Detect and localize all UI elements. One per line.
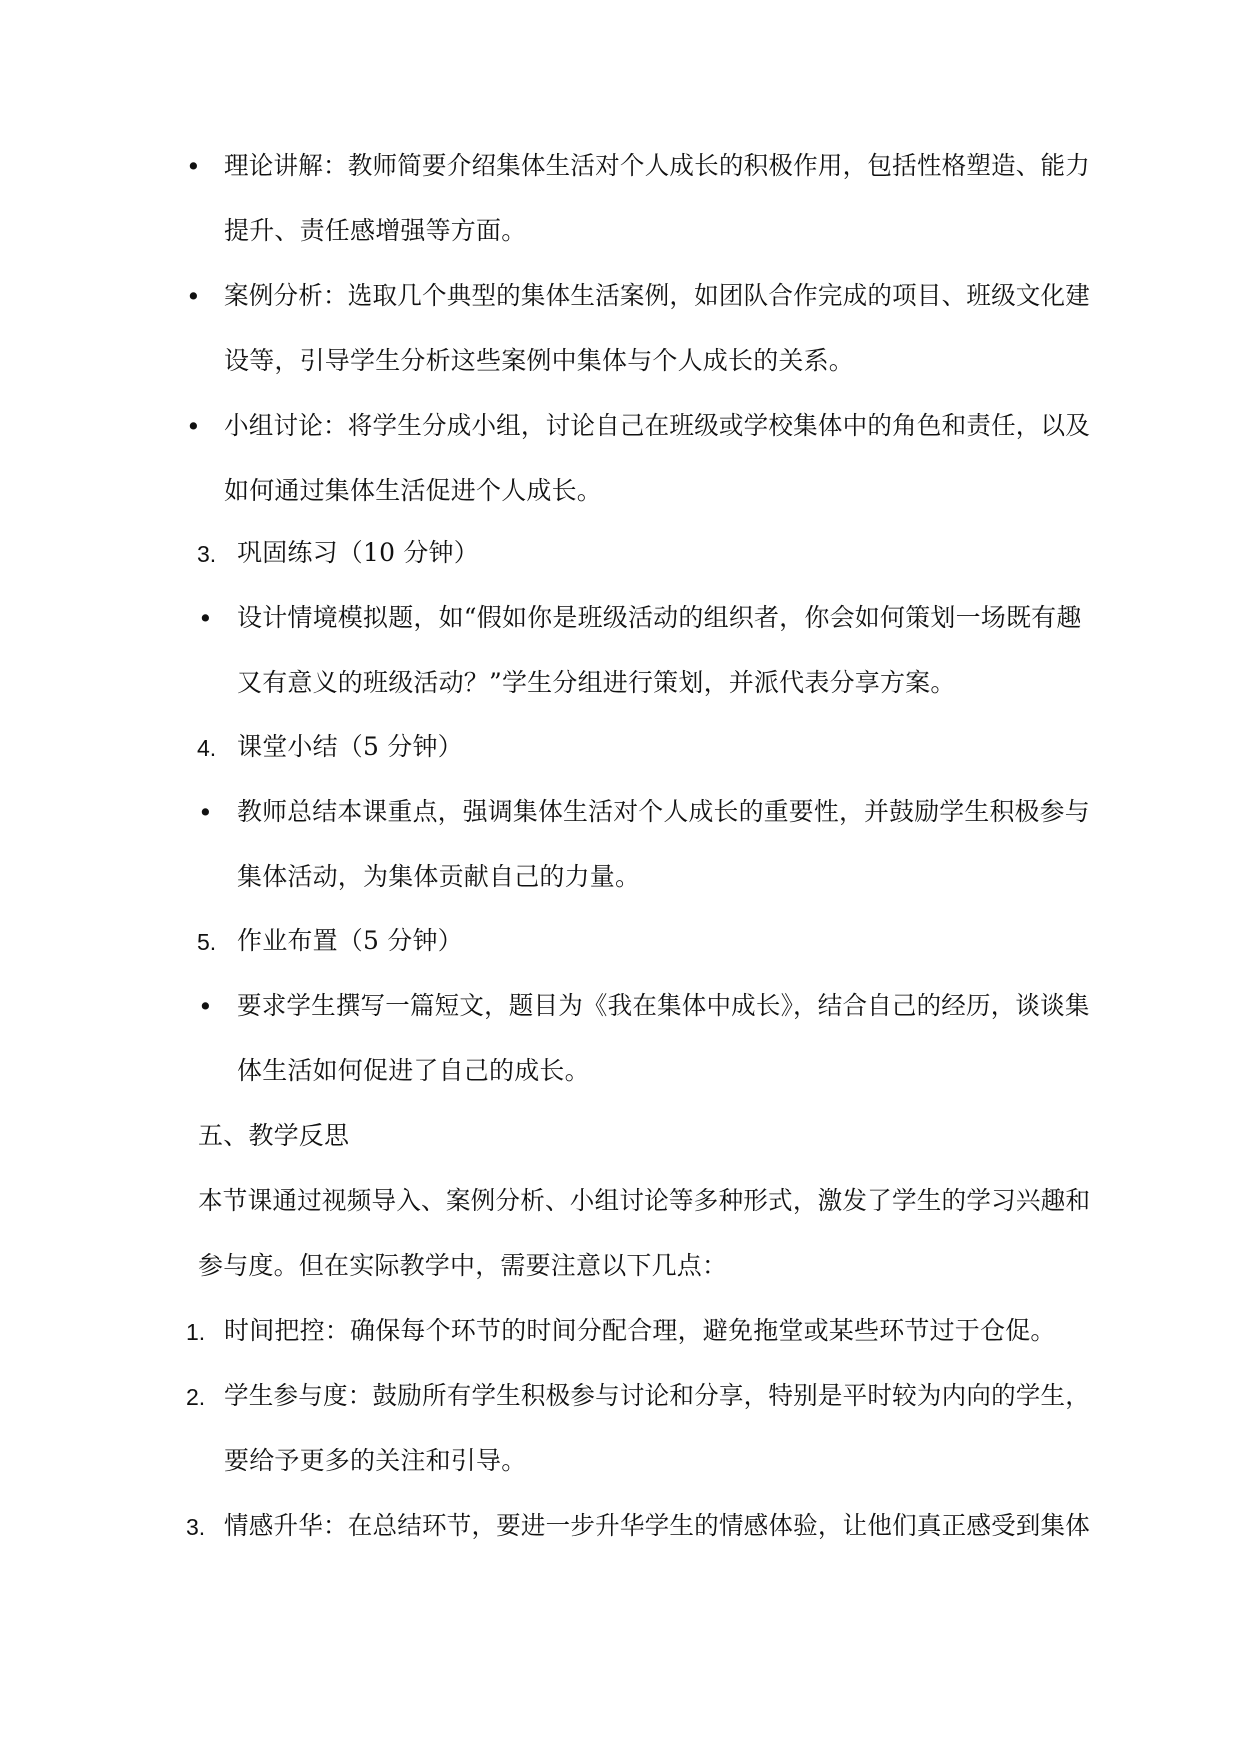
bullet-icon: •	[186, 152, 201, 181]
bullet-line: 要求学生撰写一篇短文，题目为《我在集体中成长》，结合自己的经历，谈谈集	[237, 991, 1090, 1020]
bullet-icon: •	[198, 798, 213, 827]
step-number: 4.	[197, 735, 217, 761]
bullet-line: 教师总结本课重点，强调集体生活对个人成长的重要性，并鼓励学生积极参与	[237, 797, 1090, 826]
bullet-line: 提升、责任感增强等方面。	[224, 216, 527, 245]
list-number: 2.	[186, 1384, 206, 1410]
bullet-line: 体生活如何促进了自己的成长。	[237, 1056, 590, 1085]
step-number: 5.	[197, 929, 217, 955]
step-heading: 课堂小结（5 分钟）	[237, 732, 463, 761]
bullet-line: 理论讲解：教师简要介绍集体生活对个人成长的积极作用，包括性格塑造、能力	[224, 151, 1091, 180]
list-item-continuation: 要给予更多的关注和引导。	[224, 1446, 527, 1475]
list-item: 情感升华：在总结环节，要进一步升华学生的情感体验，让他们真正感受到集体	[224, 1511, 1091, 1540]
bullet-line: 设计情境模拟题，如“假如你是班级活动的组织者，你会如何策划一场既有趣	[237, 603, 1082, 632]
section-heading: 五、教学反思	[198, 1121, 350, 1150]
bullet-icon: •	[198, 604, 213, 633]
bullet-line: 案例分析：选取几个典型的集体生活案例，如团队合作完成的项目、班级文化建	[224, 281, 1091, 310]
bullet-icon: •	[186, 282, 201, 311]
bullet-line: 如何通过集体生活促进个人成长。	[224, 476, 603, 505]
step-number: 3.	[197, 541, 217, 567]
bullet-line: 设等，引导学生分析这些案例中集体与个人成长的关系。	[224, 346, 855, 375]
step-heading: 巩固练习（10 分钟）	[237, 538, 479, 567]
list-item: 学生参与度：鼓励所有学生积极参与讨论和分享，特别是平时较为内向的学生，	[224, 1381, 1091, 1410]
bullet-line: 又有意义的班级活动？”学生分组进行策划，并派代表分享方案。	[237, 668, 956, 697]
bullet-icon: •	[186, 412, 201, 441]
bullet-line: 集体活动，为集体贡献自己的力量。	[237, 862, 641, 891]
list-item: 时间把控：确保每个环节的时间分配合理，避免拖堂或某些环节过于仓促。	[224, 1316, 1056, 1345]
bullet-line: 小组讨论：将学生分成小组，讨论自己在班级或学校集体中的角色和责任，以及	[224, 411, 1091, 440]
list-number: 1.	[186, 1319, 206, 1345]
paragraph-line: 本节课通过视频导入、案例分析、小组讨论等多种形式，激发了学生的学习兴趣和	[198, 1186, 1091, 1215]
step-heading: 作业布置（5 分钟）	[237, 926, 463, 955]
list-number: 3.	[186, 1514, 206, 1540]
bullet-icon: •	[198, 992, 213, 1021]
paragraph-line: 参与度。但在实际教学中，需要注意以下几点：	[198, 1251, 728, 1280]
